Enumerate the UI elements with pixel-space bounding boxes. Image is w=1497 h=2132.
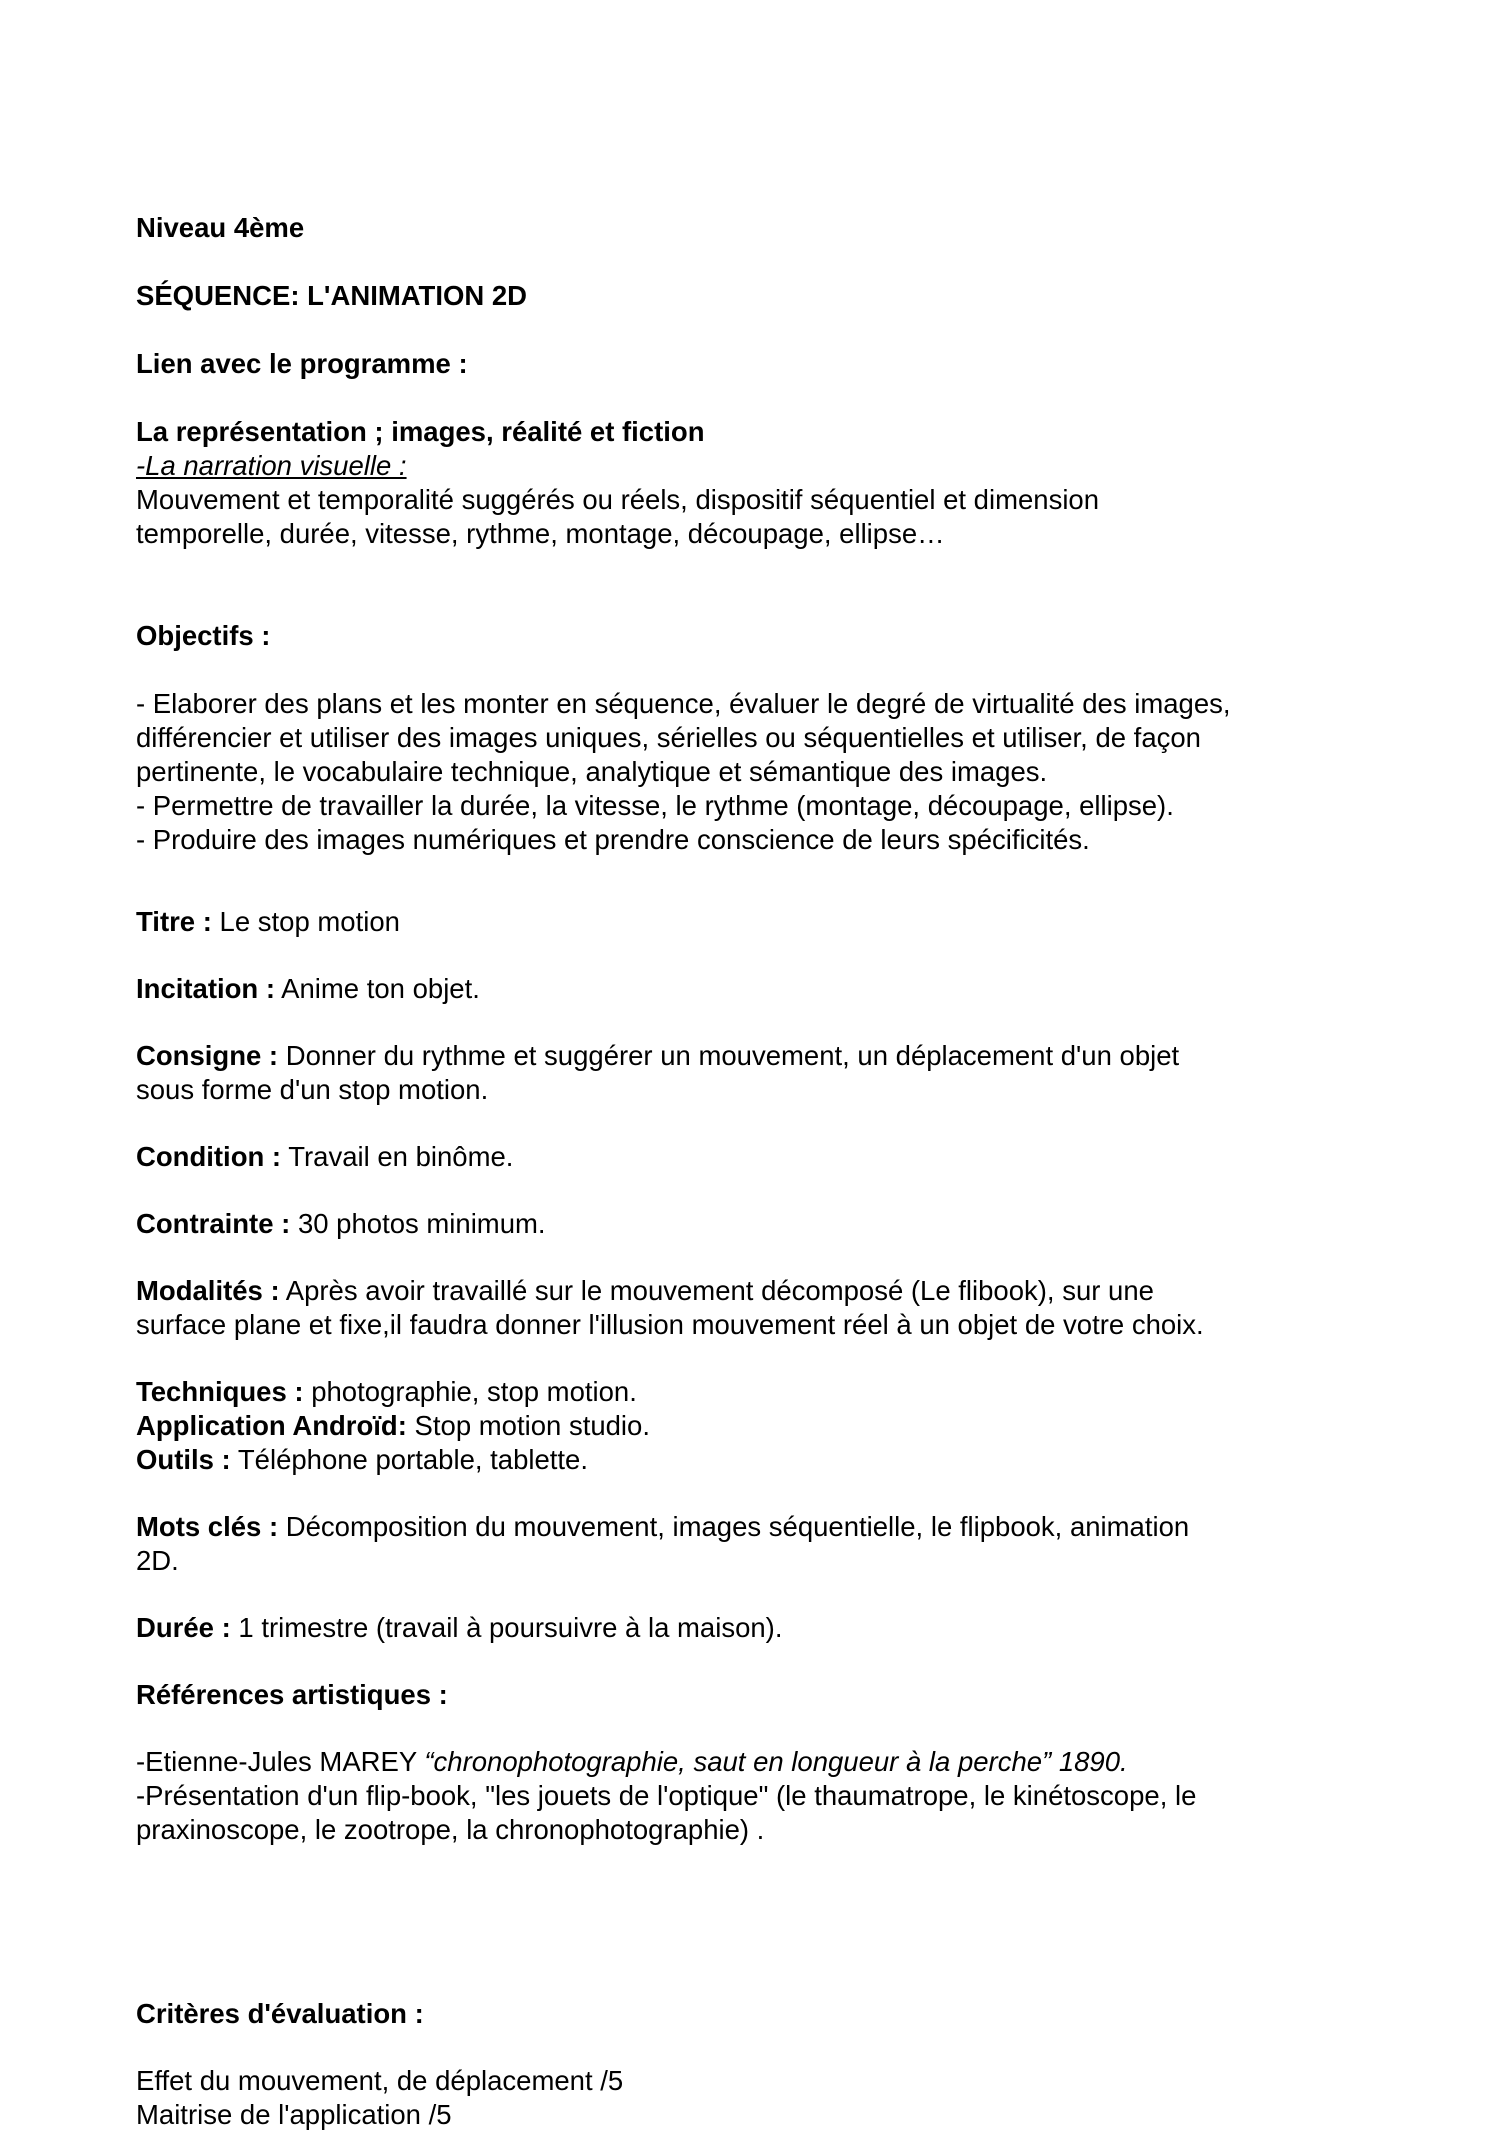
- reference-marey-work: “chronophotographie, saut en longueur à la perche” 1890.: [424, 1746, 1128, 1777]
- narration-subheading: -La narration visuelle :: [136, 450, 407, 481]
- consigne-value-cont: sous forme d'un stop motion.: [136, 1074, 489, 1105]
- tools-value: Téléphone portable, tablette.: [230, 1444, 588, 1475]
- modalities-field: [136, 1274, 1346, 1308]
- program-link-heading: Lien avec le programme :: [136, 348, 468, 379]
- representation-line: temporelle, durée, vitesse, rythme, montage, découpage, ellipse…: [136, 518, 945, 549]
- criteria-item: Maitrise de l'application /5: [136, 2099, 452, 2130]
- title-label: Titre :: [136, 906, 212, 937]
- incitation-value: Anime ton objet.: [275, 973, 480, 1004]
- modalities-value-cont: surface plane et fixe,il faudra donner l'illusion mouvement réel à un objet de votre choix.: [136, 1309, 1204, 1340]
- application-field: [136, 1409, 1346, 1443]
- objectives-heading: Objectifs :: [136, 620, 271, 651]
- tools-label: Outils :: [136, 1444, 231, 1475]
- representation-line: Mouvement et temporalité suggérés ou réels, dispositif séquentiel et dimension: [136, 484, 1100, 515]
- duration-label: Durée :: [136, 1612, 231, 1643]
- keywords-value: Décomposition du mouvement, images séquentielle, le flipbook, animation: [278, 1511, 1190, 1542]
- tools-field: [136, 1443, 1346, 1477]
- title-value: Le stop motion: [211, 906, 400, 937]
- application-label: Application Androïd:: [136, 1410, 407, 1441]
- incitation-field: [136, 972, 1346, 1006]
- condition-field: [136, 1140, 1346, 1174]
- consigne-value: Donner du rythme et suggérer un mouvement, un déplacement d'un objet: [278, 1040, 1180, 1071]
- application-value: Stop motion studio.: [406, 1410, 650, 1441]
- techniques-label: Techniques :: [136, 1376, 304, 1407]
- document-page: [136, 211, 1346, 2132]
- condition-label: Condition :: [136, 1141, 282, 1172]
- modalities-value: Après avoir travaillé sur le mouvement décomposé (Le flibook), sur une: [279, 1275, 1154, 1306]
- references-heading: Références artistiques :: [136, 1679, 448, 1710]
- criteria-item: Effet du mouvement, de déplacement /5: [136, 2065, 624, 2096]
- duration-field: [136, 1611, 1346, 1645]
- constraint-label: Contrainte :: [136, 1208, 291, 1239]
- representation-heading: La représentation ; images, réalité et fiction: [136, 416, 705, 447]
- incitation-label: Incitation :: [136, 973, 276, 1004]
- objective-line: - Permettre de travailler la durée, la vitesse, le rythme (montage, découpage, ellipse).: [136, 790, 1174, 821]
- reference-marey: [136, 1745, 1346, 1779]
- consigne-field: [136, 1039, 1346, 1073]
- level-heading: Niveau 4ème: [136, 212, 305, 243]
- techniques-field: [136, 1375, 1346, 1409]
- constraint-value: 30 photos minimum.: [290, 1208, 546, 1239]
- title-field: [136, 905, 1346, 939]
- objective-line: - Produire des images numériques et prendre conscience de leurs spécificités.: [136, 824, 1090, 855]
- condition-value: Travail en binôme.: [281, 1141, 514, 1172]
- consigne-label: Consigne :: [136, 1040, 279, 1071]
- techniques-value: photographie, stop motion.: [303, 1376, 637, 1407]
- reference-line: -Présentation d'un flip-book, "les jouets de l'optique" (le thaumatrope, le kinétoscope, le: [136, 1780, 1197, 1811]
- objective-line: - Elaborer des plans et les monter en séquence, évaluer le degré de virtualité des images,: [136, 688, 1231, 719]
- keywords-value-cont: 2D.: [136, 1545, 179, 1576]
- keywords-label: Mots clés :: [136, 1511, 279, 1542]
- objective-line: différencier et utiliser des images uniques, sérielles ou séquentielles et utiliser, de façon: [136, 722, 1201, 753]
- modalities-label: Modalités :: [136, 1275, 280, 1306]
- objective-line: pertinente, le vocabulaire technique, analytique et sémantique des images.: [136, 756, 1048, 787]
- constraint-field: [136, 1207, 1346, 1241]
- keywords-field: [136, 1510, 1346, 1544]
- reference-marey-author: -Etienne-Jules MAREY: [136, 1746, 425, 1777]
- criteria-heading: Critères d'évaluation :: [136, 1998, 424, 2029]
- sequence-title: SÉQUENCE: L'ANIMATION 2D: [136, 280, 528, 311]
- duration-value: 1 trimestre (travail à poursuivre à la maison).: [230, 1612, 783, 1643]
- reference-line: praxinoscope, le zootrope, la chronophotographie) .: [136, 1814, 765, 1845]
